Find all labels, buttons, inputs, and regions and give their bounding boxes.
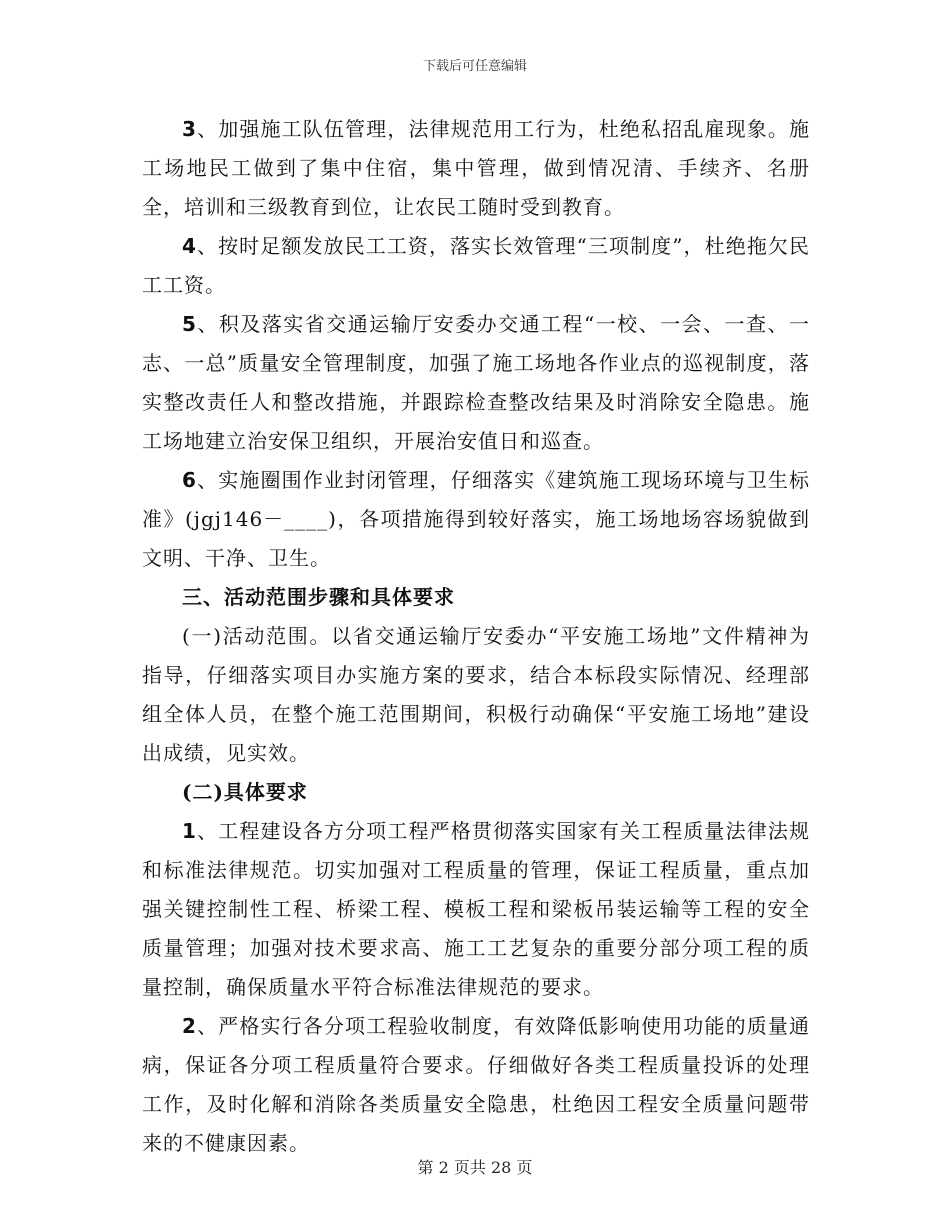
document-body bbox=[142, 110, 810, 1163]
paragraph-text: 、严格实行各分项工程验收制度，有效降低影响使用功能的质量通病，保证各分项工程质量符合要求。仔细做好各类工程质量投诉的处理工作，及时化解和消除各类质量安全隐患，杜绝因工程安全质量问题带来的不健康因素。 bbox=[142, 1014, 810, 1155]
item-number: 3 bbox=[182, 117, 197, 141]
paragraph-text: 、按时足额发放民工工资，落实长效管理“三项制度”，杜绝拖欠民工工资。 bbox=[142, 234, 810, 297]
page-header: 下载后可任意编辑 bbox=[422, 59, 527, 74]
paragraph-text: 、工程建设各方分项工程严格贯彻落实国家有关工程质量法律法规和标准法律规范。切实加强对工程质量的管理，保证工程质量，重点加强关键控制性工程、桥梁工程、模板工程和梁板吊装运输等工程的安全质量管理；加强对技术要求高、施工工艺复杂的重要分部分项工程的质量控制，确保质量水平符合标准法律规范的要求。 bbox=[142, 819, 810, 999]
paragraph-item-6 bbox=[142, 461, 810, 578]
paragraph-text: 、实施圈围作业封闭管理，仔细落实《建筑施工现场环境与卫生标准》(jgj146－____)，各项措施得到较好落实，施工场地场容场貌做到文明、干净、卫生。 bbox=[142, 468, 810, 570]
scope-paragraph: (一)活动范围。以省交通运输厅安委办“平安施工场地”文件精神为指导，仔细落实项目办实施方案的要求，结合本标段实际情况、经理部组全体人员，在整个施工范围期间，积极行动确保“平安施工场地”建设出成绩，见实效。 bbox=[142, 624, 810, 765]
requirement-item-2 bbox=[142, 1007, 810, 1163]
paragraph-text: 、加强施工队伍管理，法律规范用工行为，杜绝私招乱雇现象。施工场地民工做到了集中住宿，集中管理，做到情况清、手续齐、名册全，培训和三级教育到位，让农民工随时受到教育。 bbox=[142, 117, 810, 219]
item-number: 2 bbox=[182, 1014, 197, 1038]
paragraph-item-4 bbox=[142, 227, 810, 305]
item-number: 5 bbox=[182, 312, 197, 336]
item-number: 1 bbox=[182, 819, 197, 843]
paragraph-text: 、积及落实省交通运输厅安委办交通工程“一校、一会、一查、一志、一总”质量安全管理制度，加强了施工场地各作业点的巡视制度，落实整改责任人和整改措施，并跟踪检查整改结果及时消除安全隐患。施工场地建立治安保卫组织，开展治安值日和巡查。 bbox=[142, 312, 810, 453]
page-footer: 第 2 页共 28 页 bbox=[417, 1158, 533, 1177]
paragraph-item-5 bbox=[142, 305, 810, 461]
requirements-heading: (二)具体要求 bbox=[182, 780, 308, 804]
item-number: 6 bbox=[182, 468, 197, 492]
paragraph-item-3 bbox=[142, 110, 810, 227]
section-heading: 三、活动范围步骤和具体要求 bbox=[182, 585, 455, 609]
item-number: 4 bbox=[182, 234, 197, 258]
requirement-item-1 bbox=[142, 812, 810, 1007]
